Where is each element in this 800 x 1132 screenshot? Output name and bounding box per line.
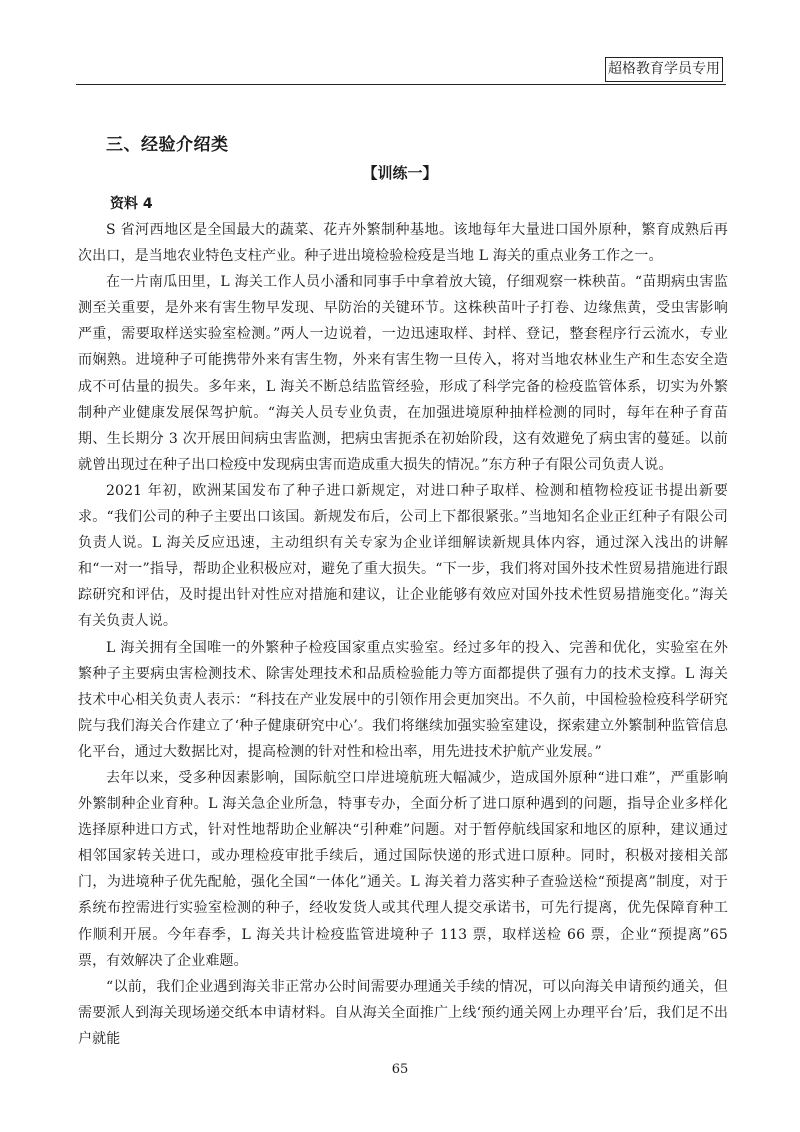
exclusive-use-badge: 超格教育学员专用 [605,57,723,82]
section-title: 三、经验介绍类 [106,135,229,155]
paragraph: 2021 年初，欧洲某国发布了种子进口新规定，对进口种子取样、检测和植物检疫证书提出新要求。“我们公司的种子主要出口该国。新规发布后，公司上下都很紧张。”当地知名企业正红种子有限公司负责人说。L 海关反应迅速，主动组织有关专家为企业详细解读新规具体内容，通过深入浅出的讲解和“一对一”指导，帮助企业积极应对，避免了重大损失。“下一步，我们将对国外技术性贸易措施进行跟踪研究和评估，及时提出针对性应对措施和建议，让企业能够有效应对国外技术性贸易措施变化。”海关有关负责人说。 [78,482,728,630]
paragraph: S 省河西地区是全国最大的蔬菜、花卉外繁制种基地。该地每年大量进口国外原种，繁育成熟后再次出口，是当地农业特色支柱产业。种子进出境检验检疫是当地 L 海关的重点业务工作之一。 [78,222,728,265]
paragraph: 在一片南瓜田里，L 海关工作人员小潘和同事手中拿着放大镜，仔细观察一株秧苗。“苗期病虫害监测至关重要，是外来有害生物早发现、早防治的关键环节。这株秧苗叶子打卷、边缘焦黄，受虫害影响严重，需要取样送实验室检测。”两人一边说着，一边迅速取样、封样、登记，整套程序行云流水，专业而娴熟。进境种子可能携带外来有害生物，外来有害生物一旦传入，将对当地农林业生产和生态安全造成不可估量的损失。多年来，L 海关不断总结监管经验，形成了科学完备的检疫监管体系，切实为外繁制种产业健康发展保驾护航。“海关人员专业负责，在加强进境原种抽样检测的同时，每年在种子育苗期、生长期分 3 次开展田间病虫害监测，把病虫害扼杀在初始阶段，这有效避免了病虫害的蔓延。以前就曾出现过在种子出口检疫中发现病虫害而造成重大损失的情况。”东方种子有限公司负责人说。 [78,274,728,473]
paragraph: 去年以来，受多种因素影响，国际航空口岸进境航班大幅减少，造成国外原种“进口难”，严重影响外繁制种企业育种。L 海关急企业所急，特事专办，全面分析了进口原种遇到的问题，指导企业多样化选择原种进口方式，针对性地帮助企业解决“引种难”问题。对于暂停航线国家和地区的原种，建议通过相邻国家转关进口，或办理检疫审批手续后，通过国际快递的形式进口原种。同时，积极对接相关部门，为进境种子优先配舱，强化全国“一体化”通关。L 海关着力落实种子查验送检“预提离”制度，对于系统布控需进行实验室检测的种子，经收发货人或其代理人提交承诺书，可先行提离，优先保障育种工作顺利开展。今年春季，L 海关共计检疫监管进境种子 113 票，取样送检 66 票，企业“预提离”65 票，有效解决了企业难题。 [78,769,728,969]
document-body [78,217,728,1052]
paragraph: “以前，我们企业遇到海关非正常办公时间需要办理通关手续的情况，可以向海关申请预约通关，但需要派人到海关现场递交纸本申请材料。自从海关全面推广上线‘预约通关网上办理平台’后，我们足不出户就能 [78,978,728,1047]
training-title: 【训练一】 [362,164,438,182]
source-label: 资料 4 [110,196,153,212]
paragraph: L 海关拥有全国唯一的外繁种子检疫国家重点实验室。经过多年的投入、完善和优化，实验室在外繁种子主要病虫害检测技术、除害处理技术和品质检验能力等方面都提供了强有力的技术支撑。L 海关技术中心相关负责人表示：“科技在产业发展中的引领作用会更加突出。不久前，中国检验检疫科学研究院与我们海关合作建立了‘种子健康研究中心’。我们将继续加强实验室建设，探索建立外繁制种监管信息化平台，通过大数据比对，提高检测的针对性和检出率，用先进技术护航产业发展。” [78,639,728,760]
header-rule [76,84,726,85]
page-number: 65 [391,1062,409,1077]
